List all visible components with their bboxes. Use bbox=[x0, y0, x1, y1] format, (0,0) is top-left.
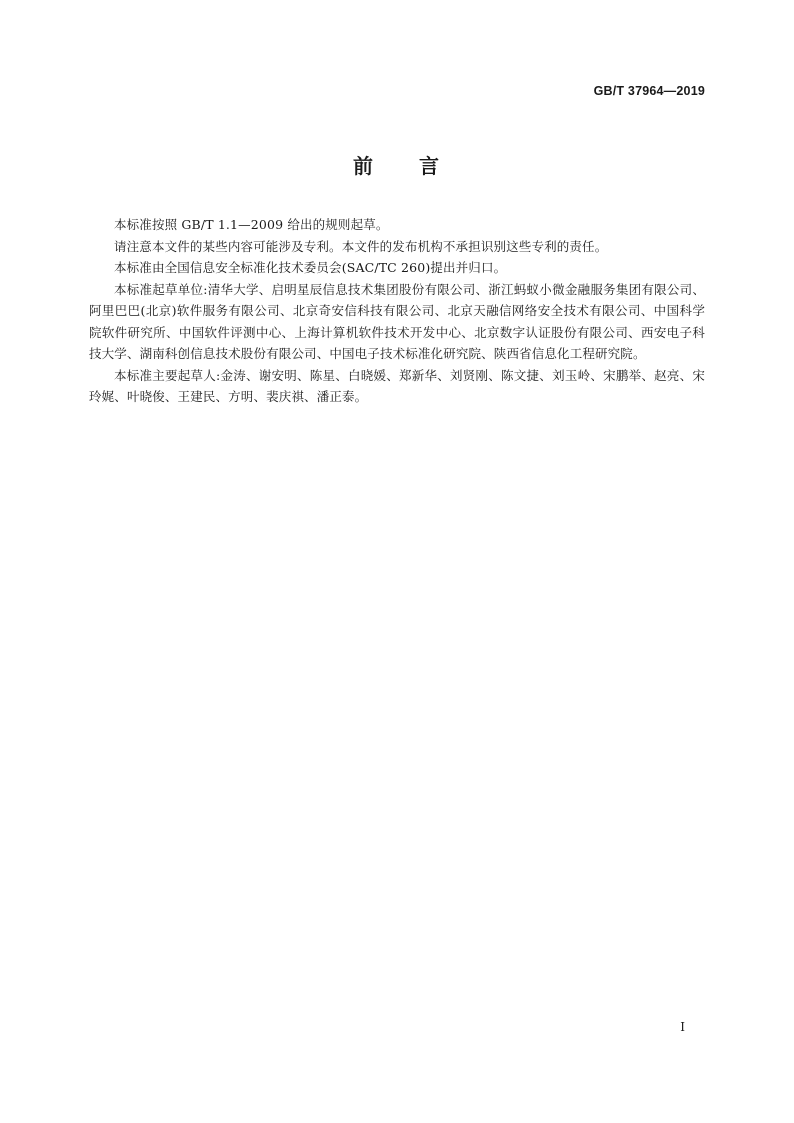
paragraph-drafters: 本标准主要起草人:金涛、谢安明、陈星、白晓媛、郑新华、刘贤刚、陈文捷、刘玉岭、宋鹏举、赵亮、宋玲娓、叶晓俊、王建民、方明、裴庆祺、潘正泰。 bbox=[89, 367, 705, 404]
page-title: 前 言 bbox=[353, 154, 441, 178]
paragraph-patent-notice: 请注意本文件的某些内容可能涉及专利。本文件的发布机构不承担识别这些专利的责任。 bbox=[114, 238, 608, 254]
page-number: I bbox=[680, 1020, 685, 1034]
paragraph-drafting-rules: 本标准按照 GB/T 1.1—2009 给出的规则起草。 bbox=[114, 217, 389, 232]
paragraph-drafting-units: 本标准起草单位:清华大学、启明星辰信息技术集团股份有限公司、浙江蚂蚁小微金融服务集团有限公司、阿里巴巴(北京)软件服务有限公司、北京奇安信科技有限公司、北京天融信网络安全技术有限公司、中国科学院软件研究所、中国软件评测中心、上海计算机软件技术开发中心、北京数字认证股份有限公司、西安电子科技大学、湖南科创信息技术股份有限公司、中国电子技术标准化研究院、陕西省信息化工程研究院。 bbox=[89, 281, 705, 361]
foreword-body bbox=[89, 214, 705, 408]
standard-code: GB/T 37964—2019 bbox=[593, 84, 705, 98]
paragraph-proposer: 本标准由全国信息安全标准化技术委员会(SAC/TC 260)提出并归口。 bbox=[114, 260, 507, 275]
